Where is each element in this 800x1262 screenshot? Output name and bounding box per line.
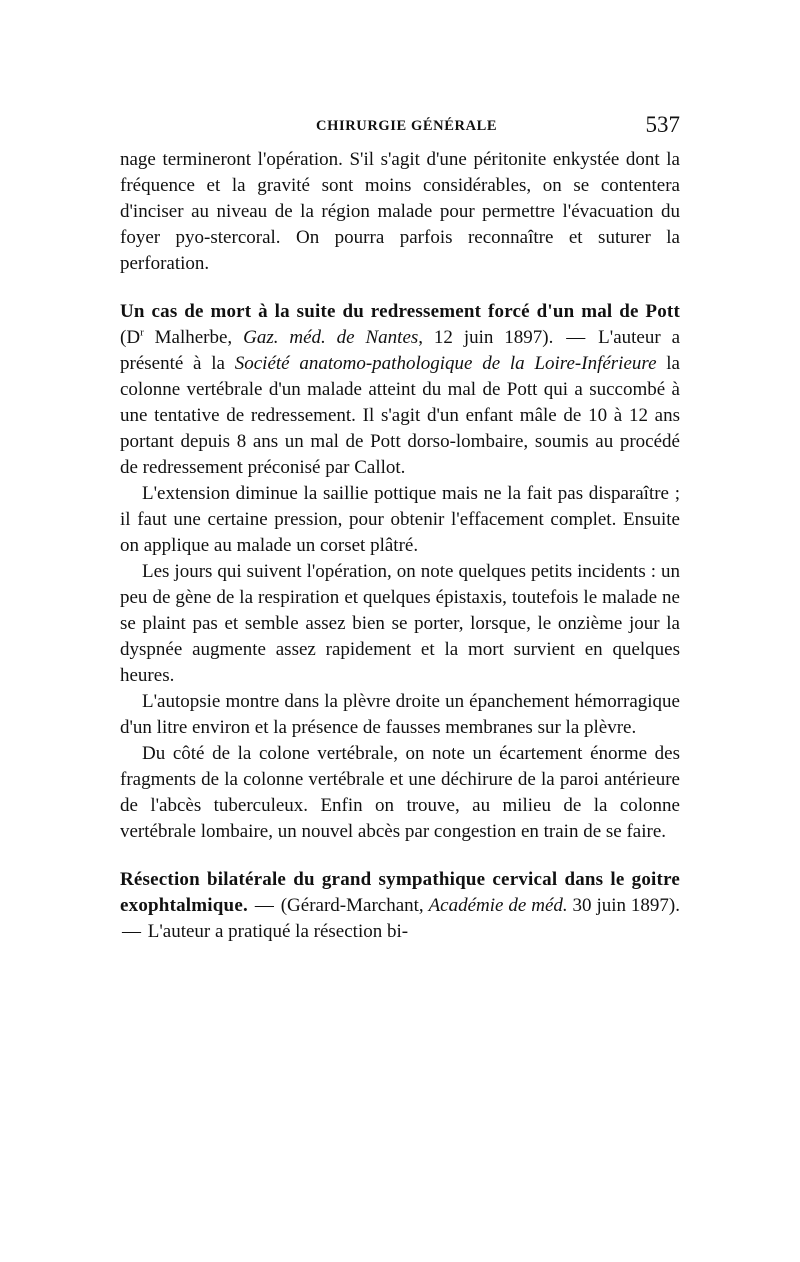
article-resection-paragraph — [120, 867, 680, 945]
continuation-paragraph: nage termineront l'opération. S'il s'agit d'une péritonite enkystée dont la fréquence et la gravité sont moins considérables, on se contentera d'inciser au niveau de la région malade pour permettre l'évacuation du foyer pyo-stercoral. On pourra parfois reconnaître et suturer la perforation. — [120, 149, 680, 274]
publication-date: , 12 juin 1897). — [418, 327, 565, 348]
article-resection — [120, 867, 680, 945]
article-resection-title: Résection bilatérale du grand sympathique cervical dans le goitre exophtalmique. — [120, 869, 680, 916]
em-dash-2: — — [122, 921, 141, 942]
running-header — [120, 112, 680, 142]
paragraph-autopsy: L'autopsie montre dans la plèvre droite un épanchement hémorragique d'un litre environ et la présence de fausses membranes sur la plèvre. — [120, 691, 680, 738]
article-pott — [120, 299, 680, 845]
author-name: Malherbe, — [143, 327, 244, 348]
page-body — [120, 147, 680, 945]
resection-text: L'auteur a pratiqué la résection bi- — [143, 921, 409, 942]
intro-text: L'auteur a présenté à la — [120, 327, 680, 374]
running-title: CHIRURGIE GÉNÉRALE — [316, 118, 498, 134]
resection-journal: Académie de méd. — [428, 895, 568, 916]
article-pott-title: Un cas de mort à la suite du redressement forcé d'un mal de Pott — [120, 301, 680, 322]
page-number: 537 — [645, 112, 680, 137]
society-name: Société anatomo-pathologique de la Loire-Inférieure — [234, 353, 657, 374]
author-title-sup: r — [140, 326, 144, 339]
author-open: (D — [120, 327, 141, 348]
resection-author: (Gérard-Marchant, — [275, 895, 429, 916]
em-dash: — — [254, 895, 274, 916]
paragraph-extension: L'extension diminue la saillie pottique mais ne la fait pas disparaître ; il faut une certaine pression, pour obtenir l'effacement complet. Ensuite on applique au malade un corset plâtré. — [120, 483, 680, 556]
paragraph-vertebral: Du côté de la colone vertébrale, on note un écartement énorme des fragments de la colonne vertébrale et une déchirure de la paroi antérieure de l'abcès tuberculeux. Enfin on trouve, au milieu de la colonne vertébrale lombaire, un nouvel abcès par congestion en train de se faire. — [120, 743, 680, 842]
resection-date: 30 juin 1897). — [567, 895, 680, 916]
article-pott-first-paragraph — [120, 299, 680, 481]
case-description: la colonne vertébrale d'un malade atteint du mal de Pott qui a succombé à une tentative de redressement. Il s'agit d'un enfant mâle de 10 à 12 ans portant depuis 8 ans un mal de Pott dorso-lombaire, soumis au procédé de redressement préconisé par Callot. — [120, 353, 680, 478]
journal-name: Gaz. méd. de Nantes — [243, 327, 419, 348]
em-dash: — — [566, 327, 586, 348]
paragraph-incidents: Les jours qui suivent l'opération, on note quelques petits incidents : un peu de gène de la respiration et quelques épistaxis, toutefois le malade ne se plaint pas et semble assez bien se porter, lorsque, le onzième jour la dyspnée augmente assez rapidement et la mort survient en quelques heures. — [120, 561, 680, 686]
